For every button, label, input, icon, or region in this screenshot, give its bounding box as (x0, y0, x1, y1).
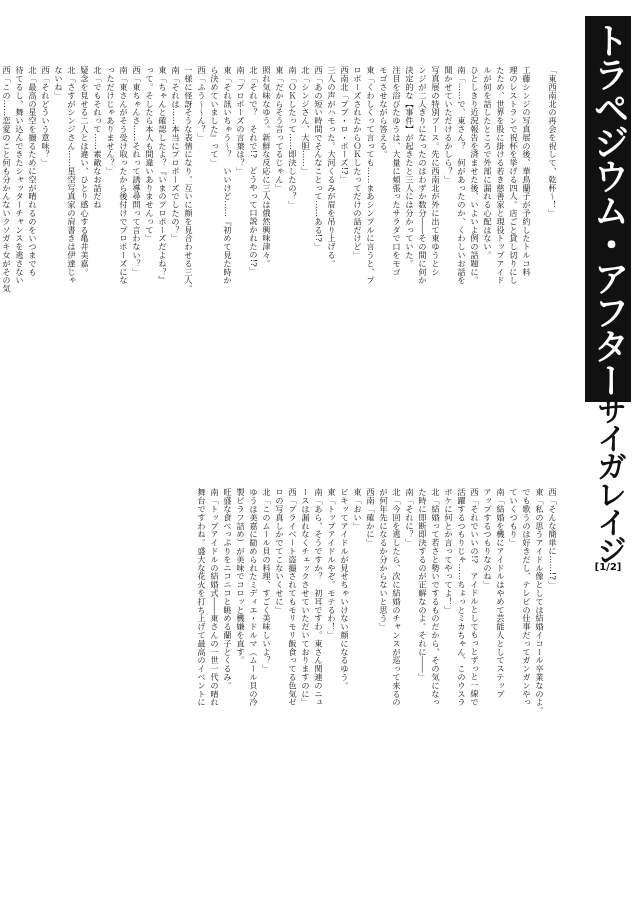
story-line: 東「トップアイドルやぞ。モテるわ！」 (327, 488, 337, 640)
story-line: ひとしきり近況報告を済ませた後、いよいよ例の話題に。 (470, 66, 480, 285)
story-line: ロの写真しかでてこないくせに」 (275, 488, 285, 614)
story-line: 東「くわしくって言っても……まあシンプルに言うと、プ (366, 66, 376, 285)
story-line: 南「東さんがそう受け取ったから後付けでプロポーズにな (119, 66, 129, 285)
story-line: 東「それ訊いちゃう～？ いいけど……『初めて見た時か (223, 66, 233, 285)
story-line: ースは漏れなくチェックさせていただいておりますのに」 (301, 488, 311, 707)
story-line: 北「シンジさん、大胆……」 (301, 66, 311, 176)
story-line: 東「おい」 (353, 488, 363, 530)
story-line: 西南北「ププ・ロ・ポーズ!?」 (340, 66, 350, 184)
story-line: ロポーズされたからＯＫしたってだけの話だけど」 (353, 66, 363, 260)
story-line: 南「それに？」 (405, 488, 415, 547)
story-line: た時に即断即決するのが正解なのよ。それに――」 (418, 488, 428, 682)
story-line: 決定的な【事件】が起きたと三人には分かっていた。 (405, 66, 415, 268)
story-line: ら決めていました』って」 (210, 66, 220, 167)
author-name: サイガレイジ (591, 395, 626, 563)
story-line: 東「ちゃんと確認したよ？『いまのプロポーズだよね？』 (158, 66, 168, 285)
story-line: でも歌うのは好きだし、テレビの仕事だってガンガンやっ (522, 488, 532, 707)
story-line: 南「ＯＫしたって……即決したの？」 (288, 66, 298, 209)
story-line: 照れ気味なゆう。新鮮な反応に三人は俄然興味津々。 (262, 66, 272, 268)
story-line: 活躍するつもりじゃ……ちょっとミカちゃん、このウスラ (457, 488, 467, 707)
story-line: 製ピラフ詰め）が美味でコロッと機嫌を直す。 (236, 488, 246, 665)
story-line: 写真展の特別ブース。先に西南北が外に出て東ゆうとシ (431, 66, 441, 276)
story-line: 旺盛な食べっぷりをニコニコと眺める蘭子とくるみ。 (223, 488, 233, 690)
story-line: 北「最高の星空を撮るために空が晴れるのをいつまでも (28, 66, 38, 276)
story-text-bottom (59, 488, 559, 888)
story-line: モゴさせながら答える。 (379, 66, 389, 159)
story-line: たため、世界を股に掛ける若き慈善家と現役トップアイド (496, 66, 506, 285)
story-line: 三人の声がハモった。大河くるみが眉を吊り上げる。 (327, 66, 337, 268)
story-line: ンジが二人きりになったのはわずか数分――その間に何か (418, 66, 428, 285)
part-indicator: [1/2] (594, 562, 622, 573)
title-bar (579, 0, 637, 900)
story-line: 北「さすがシンジさん……星空写真家の肩書きは伊達じゃ (67, 66, 77, 285)
story-line: 聞かせていただけるかしら？」 (444, 66, 454, 184)
story-line: アップするつもりなのね」 (483, 488, 493, 589)
story-line: が何年先になるか分からないと思う」 (379, 488, 389, 631)
story-line: 西「東ちゃんさ……それって誘導尋問って言わない？」 (132, 66, 142, 276)
story-line: 理のレストランで祝杯を挙げる四人。店ごと貸し切りにし (509, 66, 519, 285)
story-line: 西「それどういう意味？」 (41, 66, 51, 167)
story-line: 東「だからそう言ってるじゃん」 (275, 66, 285, 192)
story-line: 南「プロポーズの言葉は？」 (236, 66, 246, 176)
story-line: 待てるし、舞い込んできたシャッターチャンスを逃さない (15, 66, 25, 285)
story-line: ボケに何とか言ってやってよ！」 (444, 488, 454, 614)
story-line (533, 66, 546, 466)
story-line: っただけじゃありません？」 (106, 66, 116, 176)
story-line: 一様に怪訝そうな表情になり、互いに顔を見合わせる三人。 (184, 66, 194, 293)
story-line: 西「この……恋愛のこと何も分かんないクソガキ女がその気 (2, 66, 12, 293)
story-line: 南「それは……本当にプロポーズでしたの？」 (171, 66, 181, 243)
story-line: 舞台ですわね。盛大な花火を打ち上げて最高のイベントに (197, 488, 207, 707)
story-line: 東「私の思うアイドル像としては結婚イコール卒業なのよ。 (535, 488, 545, 715)
story-line: ゆうは美嘉に勧められたミディエ・ドルマ（ムール貝の冷 (249, 488, 259, 707)
story-line: 西「プライベート盗撮されてもモリモリ飯食ってる色気ゼ (288, 488, 298, 707)
story-line: 南「あら、そうですか？ 初耳ですわ。東さん関連のニュ (314, 488, 324, 707)
story-line: 北「今回を逃したら、次に結婚のチャンスが巡って来るの (392, 488, 402, 707)
story-line: って。そしたら本人も間違いありませんって」 (145, 66, 155, 243)
story-line: 南「トップアイドルの結婚式――東さんの一世一代の晴れ (210, 488, 220, 707)
story-line: 「東西南北の再会を祝して、乾杯～！」 (548, 66, 558, 218)
story-line: 北「このムール貝の料理、すごく美味しいよ？」 (262, 488, 272, 673)
story-line: ないね」 (54, 66, 64, 100)
story-line: 南「結婚を機にアイドルはやめて芸能人としてステップ (496, 488, 506, 698)
story-line: 西南「確かに」 (366, 488, 376, 547)
story-line: ビキッてアイドルが見せちゃいけない顔になるゆう。 (340, 488, 350, 690)
story-line: ていくつもり」 (509, 488, 519, 547)
story-line: ルが何を話したところで外部に漏れる心配はない。 (483, 66, 493, 260)
story-line: 疑念を見せる二人とは違い、ひとり感心する亀井美嘉。 (80, 66, 90, 276)
story-line: 西「ふう～～ん？」 (197, 66, 207, 142)
story-line: 南「……で、東さん？ 何があったのか、くわしいお話を (457, 66, 467, 285)
story-line: 西「そんな簡単に……!?」 (548, 488, 558, 589)
story-title: トラペジウム・アフター (585, 16, 631, 402)
story-text-top (2, 66, 559, 466)
story-line: 注目を浴びたゆうは、大量に頬張ったサラダで口をモゴ (392, 66, 402, 276)
story-line: 西「あの短い時間でそんなことって……ある!?」 (314, 66, 324, 251)
story-line: 北「でもそれって……素敵なお話だね (93, 66, 103, 209)
story-line: 西「それでいいの!? アイドルとしてもっとずっと一線で (470, 488, 480, 707)
story-line: 工藤シンジの写真展の後、華鳥蘭子が予約したトルコ料 (522, 66, 532, 276)
story-line: 北「それで？ それで!? どうやって口説かれたの!?」 (249, 66, 259, 276)
story-line: 北「結婚って若さと勢いでするものだから、その気になっ (431, 488, 441, 707)
